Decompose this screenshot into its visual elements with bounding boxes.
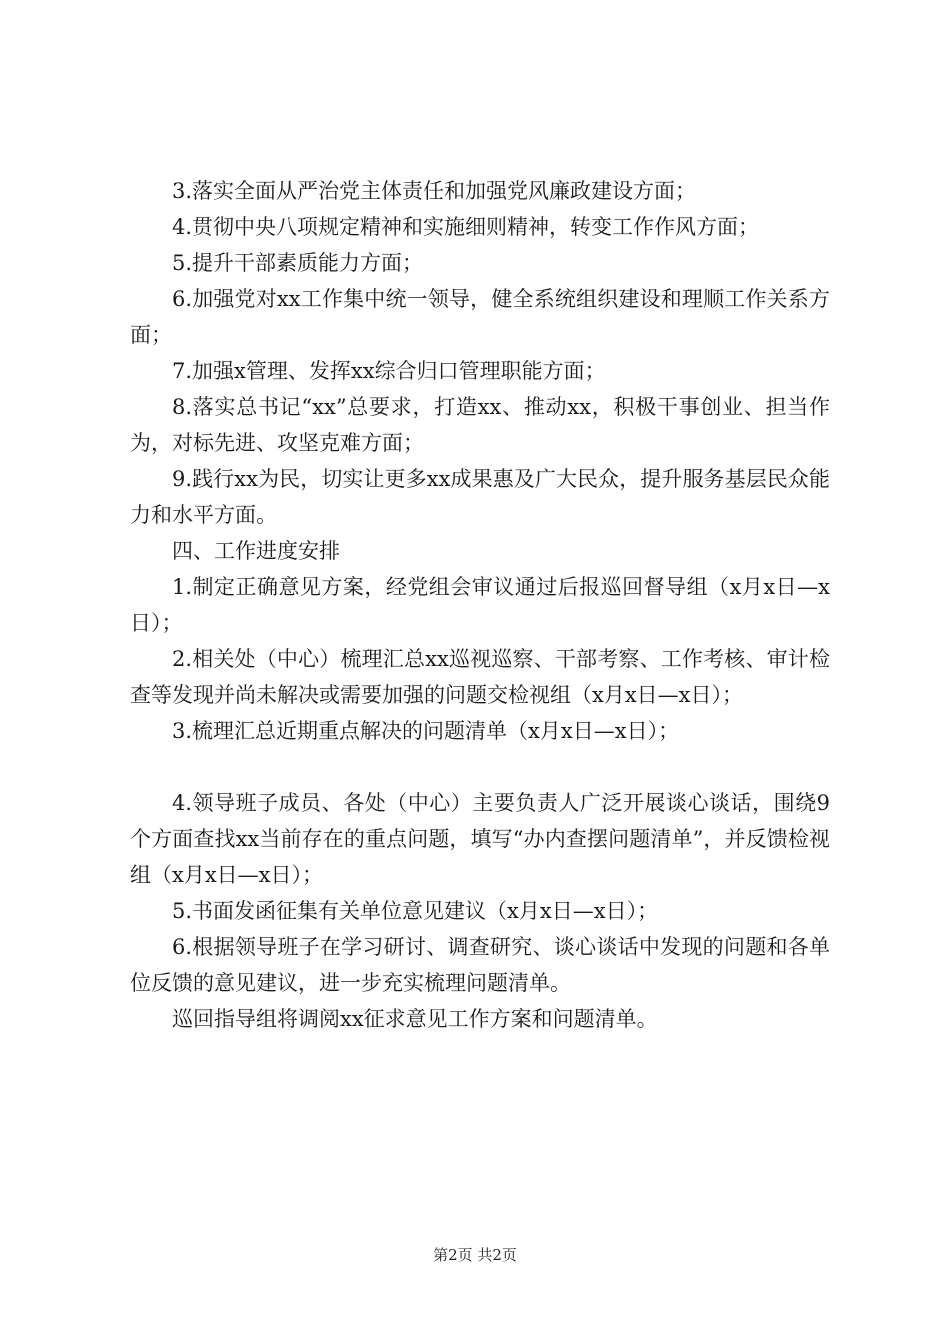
schedule-item-3: 3.梳理汇总近期重点解决的问题清单（x月x日—x日）； bbox=[172, 719, 680, 743]
document-body bbox=[130, 173, 830, 1037]
schedule-item-1: 1.制定正确意见方案，经党组会审议通过后报巡回督导组（x月x日—x日）； bbox=[130, 575, 830, 635]
paragraph-item-6: 6.加强党对xx工作集中统一领导，健全系统组织建设和理顺工作关系方面； bbox=[130, 287, 830, 347]
schedule-item-5: 5.书面发函征集有关单位意见建议（x月x日—x日）； bbox=[172, 899, 659, 923]
paragraph-item-7: 7.加强x管理、发挥xx综合归口管理职能方面； bbox=[172, 359, 606, 383]
schedule-item-4: 4.领导班子成员、各处（中心）主要负责人广泛开展谈心谈话，围绕9个方面查找xx当前存在的重点问题，填写“办内查摆问题清单”，并反馈检视组（x月x日—x日）； bbox=[130, 791, 830, 887]
paragraph-item-5: 5.提升干部素质能力方面； bbox=[172, 251, 424, 275]
paragraph-item-9: 9.践行xx为民，切实让更多xx成果惠及广大民众，提升服务基层民众能力和水平方面。 bbox=[130, 467, 830, 527]
schedule-item-6: 6.根据领导班子在学习研讨、调查研究、谈心谈话中发现的问题和各单位反馈的意见建议，进一步充实梳理问题清单。 bbox=[130, 935, 830, 995]
schedule-item-2: 2.相关处（中心）梳理汇总xx巡视巡察、干部考察、工作考核、审计检查等发现并尚未解决或需要加强的问题交检视组（x月x日—x日）； bbox=[130, 647, 830, 707]
closing-paragraph: 巡回指导组将调阅xx征求意见工作方案和问题清单。 bbox=[172, 1007, 658, 1031]
paragraph-item-3: 3.落实全面从严治党主体责任和加强党风廉政建设方面； bbox=[172, 179, 697, 203]
page-footer bbox=[0, 1245, 950, 1265]
page-number-label: 第2页 共2页 bbox=[433, 1246, 517, 1264]
paragraph-item-4: 4.贯彻中央八项规定精神和实施细则精神，转变工作作风方面； bbox=[172, 215, 760, 239]
section-heading-schedule: 四、工作进度安排 bbox=[172, 539, 340, 563]
paragraph-item-8: 8.落实总书记“xx”总要求，打造xx、推动xx，积极干事创业、担当作为，对标先进、攻坚克难方面； bbox=[130, 395, 830, 455]
